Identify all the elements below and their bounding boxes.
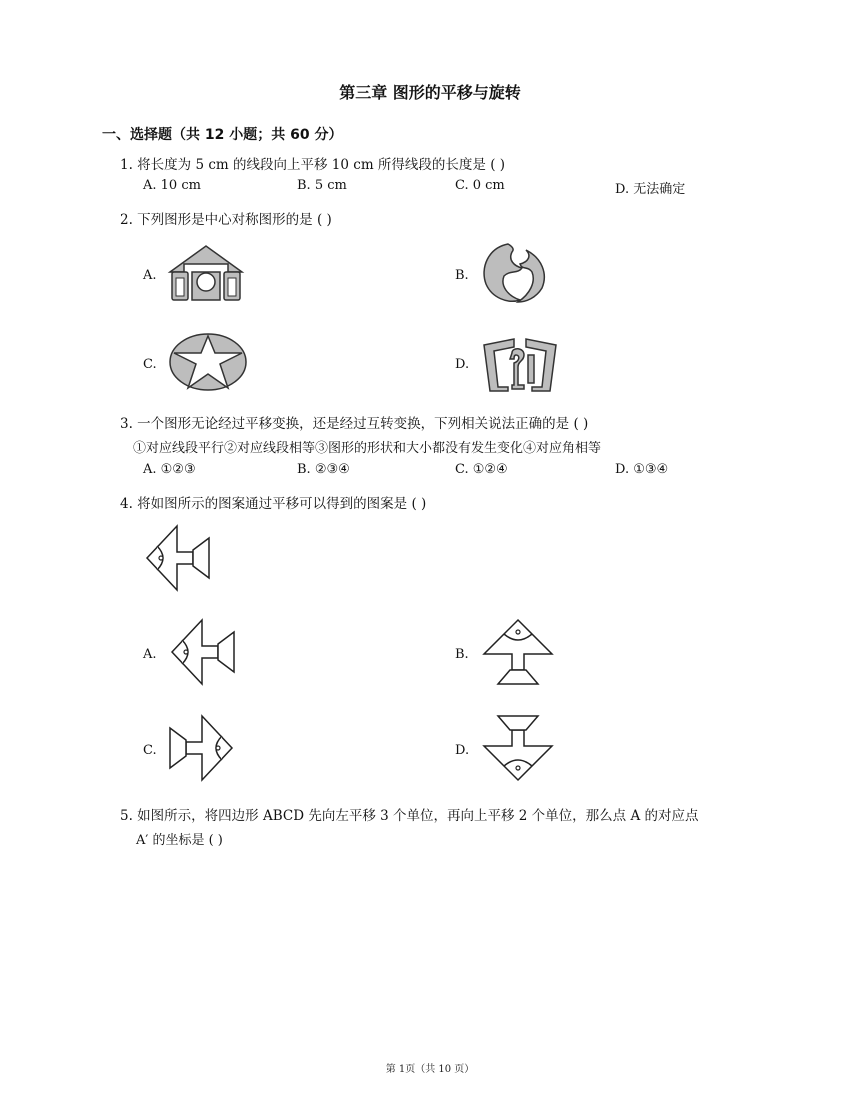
q1-option-d[interactable]: D. 无法确定 <box>615 182 686 197</box>
q2-figure-b <box>478 240 552 306</box>
q4-reference-figure <box>143 522 213 594</box>
q4-label-a[interactable]: A. <box>143 647 157 662</box>
question-4-stem: 4. 将如图所示的图案通过平移可以得到的图案是 ( ) <box>120 496 427 512</box>
question-5-stem-line2: A′ 的坐标是 ( ) <box>136 833 223 848</box>
q3-statements: ①对应线段平行②对应线段相等③图形的形状和大小都没有发生变化④对应角相等 <box>133 441 602 456</box>
q4-figure-c <box>166 712 236 784</box>
q2-label-a[interactable]: A. <box>143 268 157 283</box>
q1-option-b[interactable]: B. 5 cm <box>297 178 347 193</box>
question-5-stem-line1: 5. 如图所示，将四边形 ABCD 先向左平移 3 个单位，再向上平移 2 个单位，那么点 A 的对应点 <box>120 808 699 824</box>
q2-figure-d <box>480 333 560 395</box>
page-footer: 第 1页（共 10 页） <box>385 1064 475 1075</box>
q2-figure-c <box>168 332 248 392</box>
q4-label-b[interactable]: B. <box>455 647 469 662</box>
q1-option-c[interactable]: C. 0 cm <box>455 178 505 193</box>
q3-option-d[interactable]: D. ①③④ <box>615 462 669 477</box>
section-heading: 一、选择题（共 12 小题；共 60 分） <box>102 127 343 143</box>
q3-option-b[interactable]: B. ②③④ <box>297 462 350 477</box>
q4-label-d[interactable]: D. <box>455 743 470 758</box>
q4-label-c[interactable]: C. <box>143 743 157 758</box>
q2-label-b[interactable]: B. <box>455 268 469 283</box>
q1-option-a[interactable]: A. 10 cm <box>143 178 201 193</box>
q4-figure-d <box>480 712 556 784</box>
question-1-stem: 1. 将长度为 5 cm 的线段向上平移 10 cm 所得线段的长度是 ( ) <box>120 157 506 173</box>
question-2-stem: 2. 下列图形是中心对称图形的是 ( ) <box>120 212 332 228</box>
page-title: 第三章 图形的平移与旋转 <box>339 83 521 102</box>
q2-label-d[interactable]: D. <box>455 357 470 372</box>
q3-option-a[interactable]: A. ①②③ <box>143 462 196 477</box>
question-3-stem: 3. 一个图形无论经过平移变换，还是经过互转变换，下列相关说法正确的是 ( ) <box>120 416 589 432</box>
q4-figure-a <box>168 616 238 688</box>
q4-figure-b <box>480 616 556 688</box>
q2-label-c[interactable]: C. <box>143 357 157 372</box>
q3-option-c[interactable]: C. ①②④ <box>455 462 508 477</box>
q2-figure-a <box>166 242 246 306</box>
